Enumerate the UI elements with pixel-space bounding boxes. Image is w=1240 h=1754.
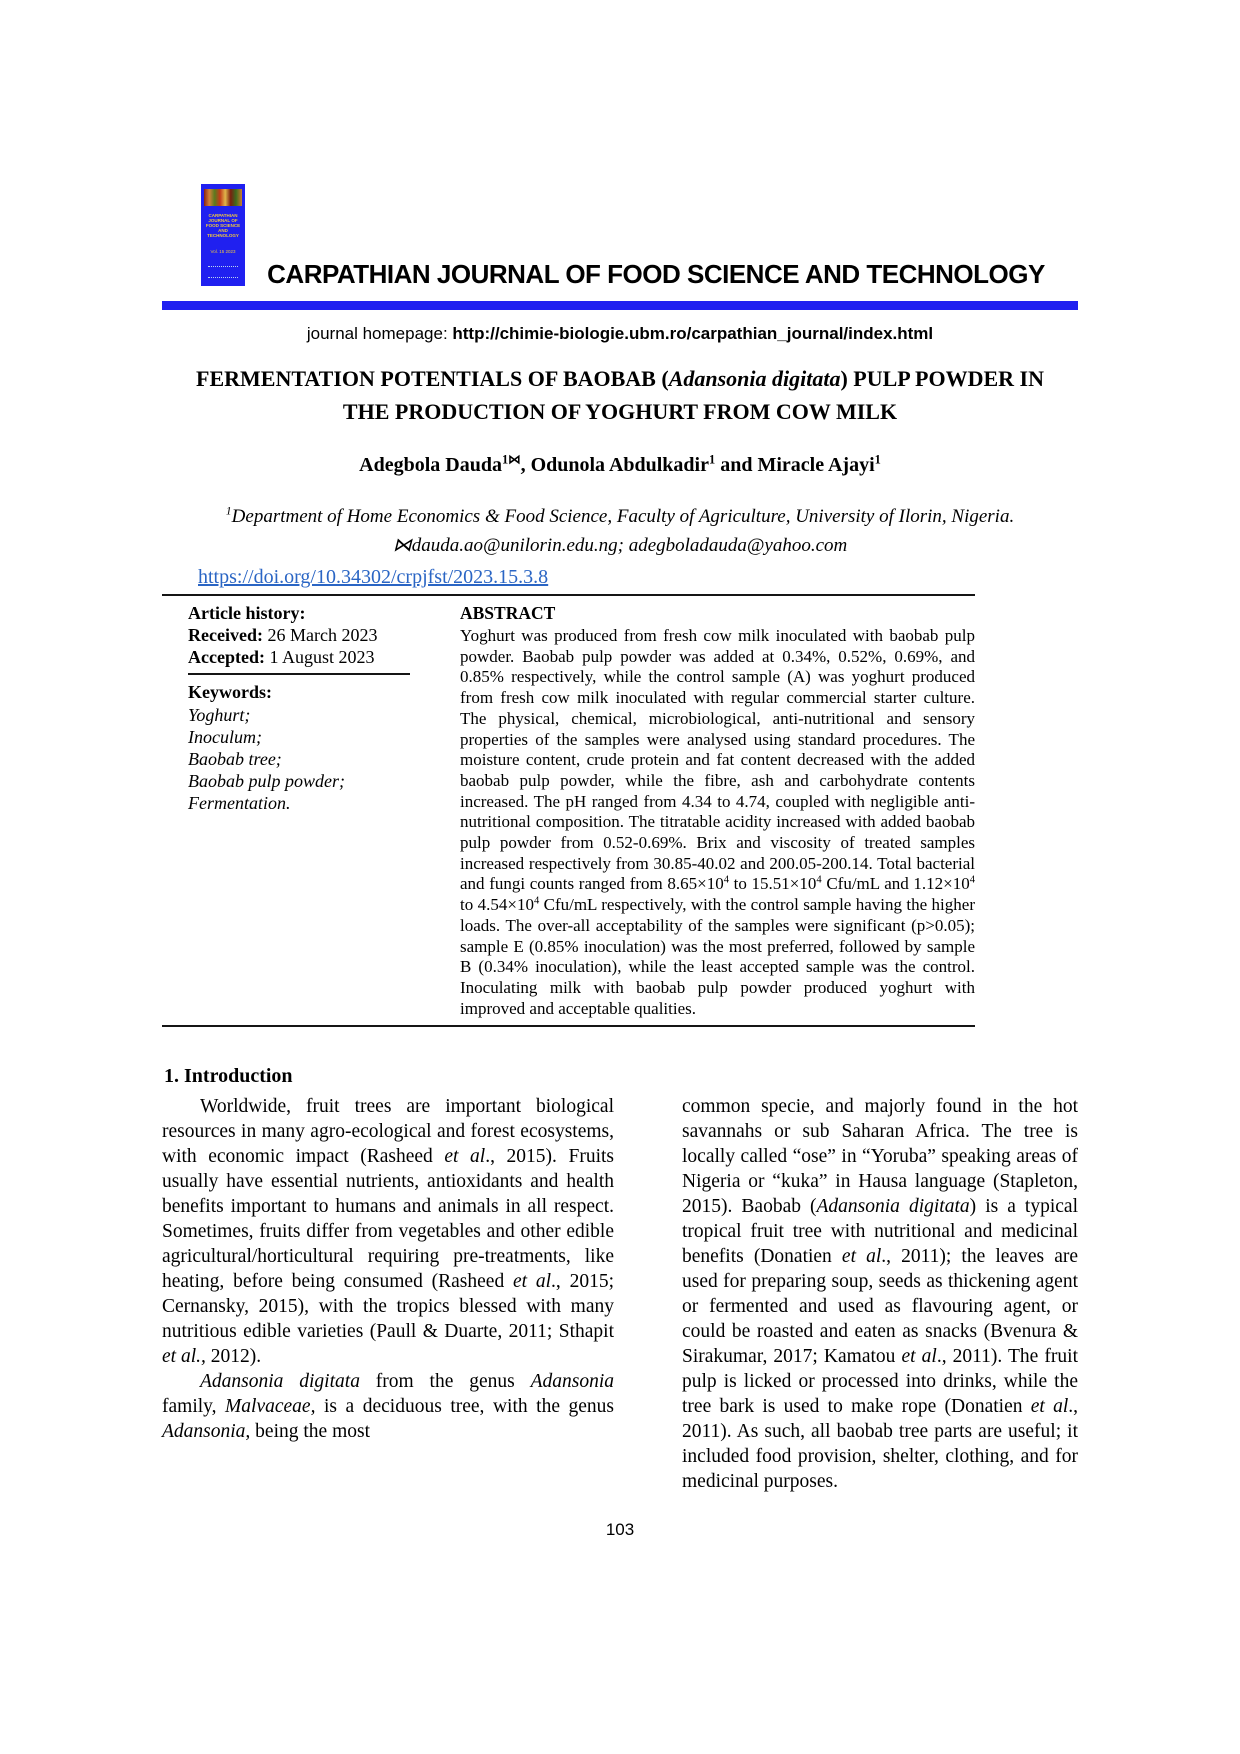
history-divider-rule xyxy=(188,673,410,675)
homepage-label: journal homepage: xyxy=(306,324,453,343)
keyword-item: Fermentation. xyxy=(188,793,291,813)
keyword-item: Baobab tree; xyxy=(188,749,282,769)
abstract-heading: ABSTRACT xyxy=(460,603,556,623)
accepted-line xyxy=(188,647,446,668)
two-column-body xyxy=(162,1094,1078,1494)
cover-title: CARPATHIAN JOURNAL OF FOOD SCIENCE AND TECHNOLOGY xyxy=(205,213,241,238)
article-title: FERMENTATION POTENTIALS OF BAOBAB (Adansonia digitata) PULP POWDER IN THE PRODUCTION OF YOGHURT FROM COW MILK xyxy=(196,366,1044,424)
intro-paragraph: Adansonia digitata from the genus Adansonia family, Malvaceae, is a deciduous tree, with the genus Adansonia, being the most xyxy=(162,1371,614,1443)
abstract-column xyxy=(460,596,975,1019)
masthead xyxy=(162,199,1078,287)
journal-homepage-line xyxy=(162,324,1078,344)
keyword-item: Inoculum; xyxy=(188,727,262,747)
intro-paragraph: common specie, and majorly found in the hot savannahs or sub Saharan Africa. The tree is locally called “ose” in “Yoruba” speaking areas of Nigeria or “kuka” in Hausa language (Stapleton, 2015). Baobab (Adansonia digitata) is a typical tropical fruit tree with nutritional and medicinal benefits (Donatien et al., 2011); the leaves are used for preparing soup, seeds as thickening agent or fermented and used as flavouring agent, or could be roasted and eaten as snacks (Bvenura & Sirakumar, 2017; Kamatou et al., 2011). The fruit pulp is licked or processed into drinks, while the tree bark is used to make rope (Donatien et al., 2011). As such, all baobab tree parts are useful; it included food provision, shelter, clothing, and for medicinal purposes. xyxy=(682,1096,1078,1493)
received-label: Received: xyxy=(188,625,263,645)
journal-title: CARPATHIAN JOURNAL OF FOOD SCIENCE AND TECHNOLOGY xyxy=(267,259,1045,289)
cover-volume: Vol. 15 2023 xyxy=(210,249,236,254)
section-heading-introduction: 1. Introduction xyxy=(164,1065,293,1088)
keyword-item: Yoghurt; xyxy=(188,705,251,725)
keyword-item: Baobab pulp powder; xyxy=(188,771,345,791)
homepage-url: http://chimie-biologie.ubm.ro/carpathian_journal/index.html xyxy=(452,324,934,343)
received-line xyxy=(188,625,446,646)
article-history-column xyxy=(162,596,460,1019)
accepted-label: Accepted: xyxy=(188,647,265,667)
affiliation-line: $^1$Department of Home Economics & Food Science, Faculty of Agriculture, University of Ilorin, Nigeria. xyxy=(225,504,1015,527)
authors-line: Adegbola Dauda$^{1⋈}$, Odunola Abdulkadir$^1$ and Miracle Ajayi$^1$ xyxy=(359,452,881,476)
keywords-label: Keywords: xyxy=(188,682,272,702)
doi-line xyxy=(198,566,1078,589)
received-value: 26 March 2023 xyxy=(262,625,378,645)
cover-food-collage-image xyxy=(204,189,242,206)
body-column-left xyxy=(162,1094,614,1494)
meta-abstract-table xyxy=(162,596,975,1019)
abstract-text: Yoghurt was produced from fresh cow milk inoculated with baobab pulp powder. Baobab pulp powder was added at 0.34%, 0.52%, 0.69%, and 0.85% respectively, while the control sample (A) was yoghurt produced from fresh cow milk inoculated with regular commercial starter culture. The physical, chemical, microbiological, anti-nutritional and sensory properties of the samples were analysed using standard procedures. The moisture content, crude protein and fat content decreased with the added baobab pulp powder, while the fibre, ash and carbohydrate contents increased. The pH ranged from 4.34 to 4.74, coupled with negligible anti-nutritional composition. The titratable acidity increased with added baobab pulp powder from 0.52-0.69%. Brix and viscosity of treated samples increased respectively from 30.85-40.02 and 200.05-200.14. Total bacterial and fungi counts ranged from $8.65\times 10^4$ to $15.51\times 10^4$ Cfu/mL and $1.12\times 10^4$ to $4.54\times 10^4$ Cfu/mL respectively, with the control sample having the higher loads. The over-all acceptability of the samples were significant (p>0.05); sample E (0.85% inoculation) was the most preferred, followed by sample B (0.34% inoculation), while the least accepted sample was the control. Inoculating milk with baobab pulp powder produced yoghurt with improved and acceptable qualities. xyxy=(460,626,975,1018)
header-divider-bar xyxy=(162,301,1078,310)
intro-paragraph: Worldwide, fruit trees are important biological resources in many agro-ecological and forest ecosystems, with economic impact (Rasheed et al., 2015). Fruits usually have essential nutrients, antioxidants and health benefits important to humans and animals in all respect. Sometimes, fruits differ from vegetables and other edible agricultural/horticultural requiring pre-treatments, like heating, before being consumed (Rasheed et al., 2015; Cernansky, 2015), with the tropics blessed with many nutritious edible varieties (Paull & Duarte, 2011; Sthapit et al., 2012). xyxy=(162,1096,614,1368)
page-number: 103 xyxy=(605,1520,635,1540)
article-history-label: Article history: xyxy=(188,603,306,623)
doi-link[interactable]: https://doi.org/10.34302/crpjfst/2023.15.3.8 xyxy=(198,566,549,588)
author-emails: ⋈dauda.ao@unilorin.edu.ng; adegboladauda@yahoo.com xyxy=(392,535,848,556)
body-column-right xyxy=(682,1094,1078,1494)
table-bottom-rule xyxy=(162,1025,975,1027)
accepted-value: 1 August 2023 xyxy=(264,647,375,667)
